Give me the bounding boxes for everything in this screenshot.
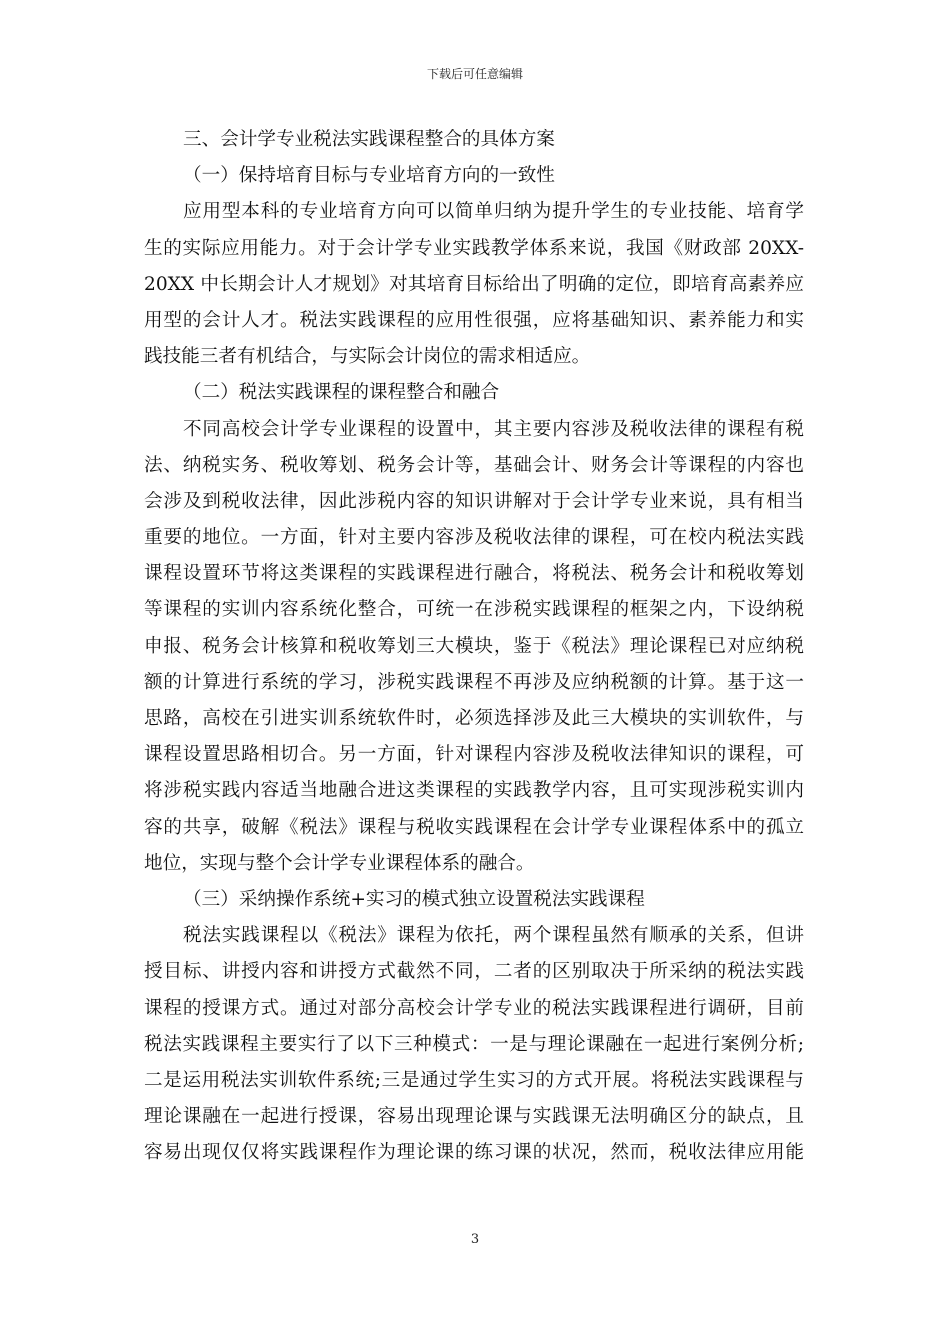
page-number: 3	[470, 1232, 480, 1247]
paragraph-line: 思路，高校在引进实训系统软件时，必须选择涉及此三大模块的实训软件，与	[144, 708, 804, 729]
paragraph-line: 践技能三者有机结合，与实际会计岗位的需求相适应。	[144, 346, 591, 368]
paragraph-line: 将涉税实践内容适当地融合进这类课程的实践教学内容，且可实现涉税实训内	[144, 780, 804, 802]
section-heading-3: 三、会计学专业税法实践课程整合的具体方案	[183, 129, 555, 150]
subheading-2: （二）税法实践课程的课程整合和融合	[183, 382, 500, 404]
paragraph-line: 税法实践课程主要实行了以下三种模式：一是与理论课融在一起进行案例分析;	[144, 1033, 804, 1055]
paragraph-line: 容的共享，破解《税法》课程与税收实践课程在会计学专业课程体系中的孤立	[144, 816, 804, 838]
paragraph-line: 20XX 中长期会计人才规划》对其培育目标给出了明确的定位，即培育高素养应	[144, 273, 804, 295]
paragraph-line: 应用型本科的专业培育方向可以简单归纳为提升学生的专业技能、培育学	[183, 201, 804, 223]
paragraph-line: 二是运用税法实训软件系统;三是通过学生实习的方式开展。将税法实践课程与	[144, 1069, 804, 1091]
paragraph-line: 税法实践课程以《税法》课程为依托，两个课程虽然有顺承的关系，但讲	[183, 925, 804, 947]
paragraph-line: 课程设置环节将这类课程的实践课程进行融合，将税法、税务会计和税收筹划	[144, 563, 804, 585]
paragraph-line: 课程的授课方式。通过对部分高校会计学专业的税法实践课程进行调研，目前	[144, 997, 804, 1019]
paragraph-line: 授目标、讲授内容和讲授方式截然不同，二者的区别取决于所采纳的税法实践	[144, 961, 804, 983]
subheading-3: （三）采纳操作系统+实习的模式独立设置税法实践课程	[183, 888, 645, 910]
page-header: 下载后可任意编辑	[426, 67, 523, 81]
document-body	[144, 122, 804, 1171]
paragraph-line: 额的计算进行系统的学习，涉税实践课程不再涉及应纳税额的计算。基于这一	[144, 671, 804, 693]
paragraph-line: 容易出现仅仅将实践课程作为理论课的练习课的状况，然而，税收法律应用能	[144, 1142, 804, 1164]
paragraph-line: 理论课融在一起进行授课，容易出现理论课与实践课无法明确区分的缺点，且	[144, 1106, 804, 1128]
paragraph-line: 会涉及到税收法律，因此涉税内容的知识讲解对于会计学专业来说，具有相当	[144, 490, 804, 512]
subheading-1: （一）保持培育目标与专业培育方向的一致性	[183, 165, 555, 187]
paragraph-line: 法、纳税实务、税收筹划、税务会计等，基础会计、财务会计等课程的内容也	[144, 454, 804, 476]
paragraph-line: 申报、税务会计核算和税收筹划三大模块，鉴于《税法》理论课程已对应纳税	[144, 635, 804, 657]
paragraph-line: 生的实际应用能力。对于会计学专业实践教学体系来说，我国《财政部 20XX-	[144, 237, 804, 259]
paragraph-line: 课程设置思路相切合。另一方面，针对课程内容涉及税收法律知识的课程，可	[144, 744, 804, 766]
paragraph-line: 重要的地位。一方面，针对主要内容涉及税收法律的课程，可在校内税法实践	[144, 527, 804, 549]
paragraph-line: 不同高校会计学专业课程的设置中，其主要内容涉及税收法律的课程有税	[183, 418, 804, 440]
paragraph-line: 等课程的实训内容系统化整合，可统一在涉税实践课程的框架之内，下设纳税	[144, 599, 804, 621]
paragraph-line: 用型的会计人才。税法实践课程的应用性很强，应将基础知识、素养能力和实	[144, 309, 804, 331]
paragraph-line: 地位，实现与整个会计学专业课程体系的融合。	[144, 852, 535, 874]
